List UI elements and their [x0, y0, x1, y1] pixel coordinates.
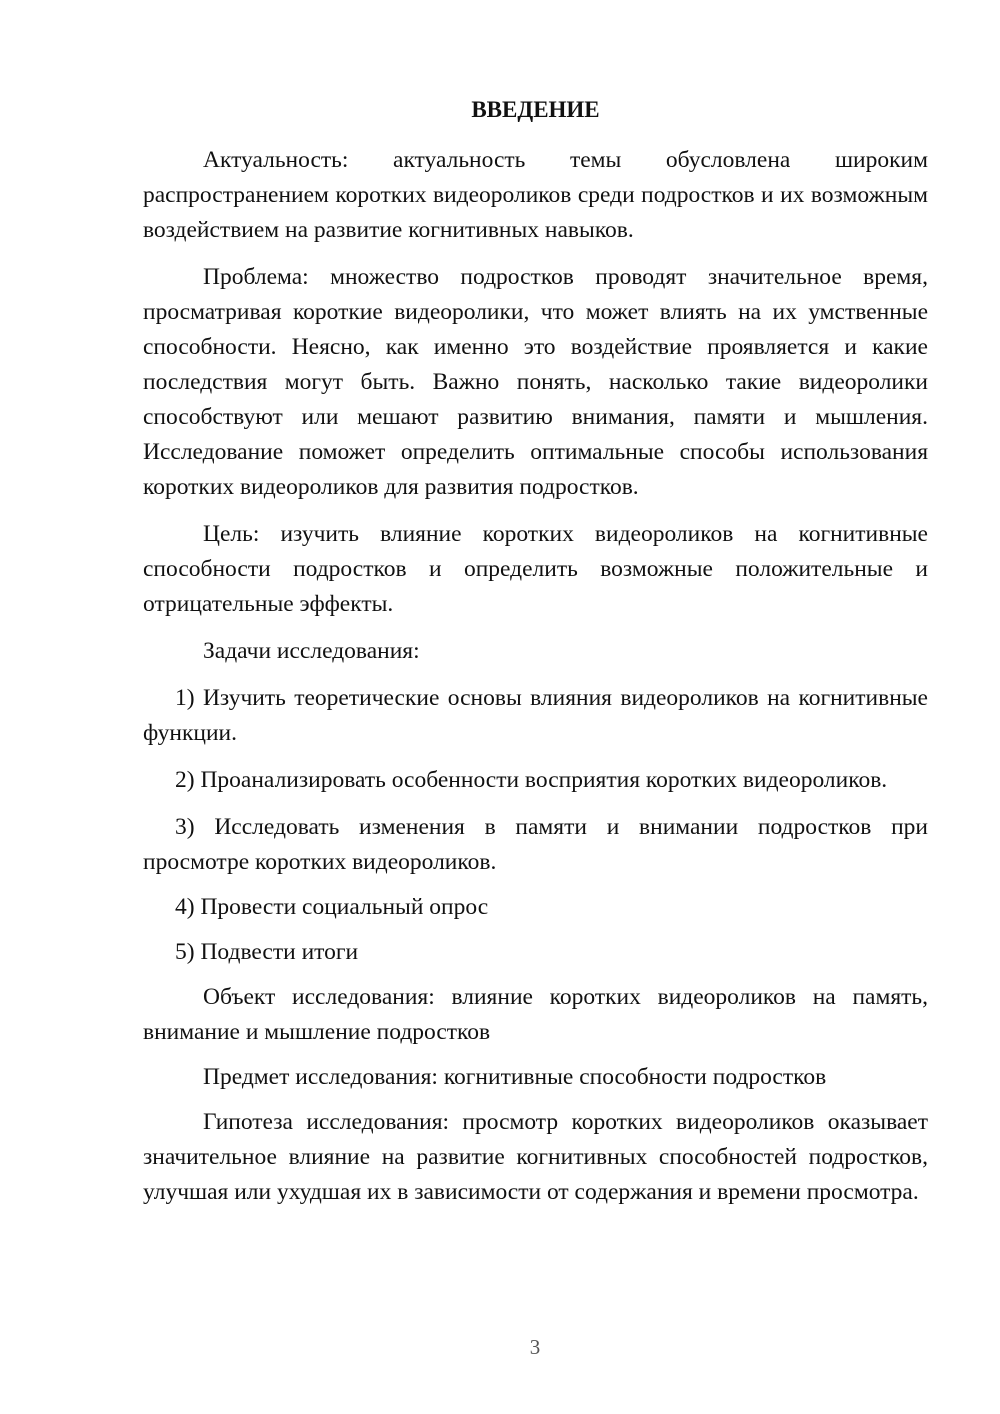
task-item-3: 3) Исследовать изменения в памяти и внимании подростков при просмотре коротких видеороликов. [143, 814, 928, 875]
page-title: ВВЕДЕНИЕ [471, 97, 600, 122]
page-content [143, 95, 928, 1210]
page-number: 3 [529, 1335, 541, 1359]
task-item-4: 4) Провести социальный опрос [175, 894, 489, 920]
tasks-heading: Задачи исследования: [203, 638, 420, 664]
goal-paragraph: Цель: изучить влияние коротких видеороликов на когнитивные способности подростков и определить возможные положительные и отрицательные эффекты. [143, 521, 928, 617]
task-item-5: 5) Подвести итоги [175, 939, 359, 965]
object-paragraph: Объект исследования: влияние коротких видеороликов на память, внимание и мышление подростков [143, 984, 928, 1045]
relevance-paragraph: Актуальность: актуальность темы обусловлена широким распространением коротких видеороликов среди подростков и их возможным воздействием на развитие когнитивных навыков. [143, 147, 928, 243]
hypothesis-paragraph: Гипотеза исследования: просмотр коротких видеороликов оказывает значительное влияние на развитие когнитивных способностей подростков, улучшая или ухудшая их в зависимости от содержания и времени просмотра. [143, 1109, 928, 1205]
problem-paragraph: Проблема: множество подростков проводят значительное время, просматривая короткие видеоролики, что может влиять на их умственные способности. Неясно, как именно это воздействие проявляется и какие последствия могут быть. Важно понять, насколько такие видеоролики способствуют или мешают развитию внимания, памяти и мышления. Исследование поможет определить оптимальные способы использования коротких видеороликов для развития подростков. [143, 264, 928, 500]
subject-paragraph: Предмет исследования: когнитивные способности подростков [203, 1064, 827, 1090]
task-item-1: 1) Изучить теоретические основы влияния видеороликов на когнитивные функции. [143, 685, 928, 746]
task-item-2: 2) Проанализировать особенности восприятия коротких видеороликов. [175, 767, 888, 793]
